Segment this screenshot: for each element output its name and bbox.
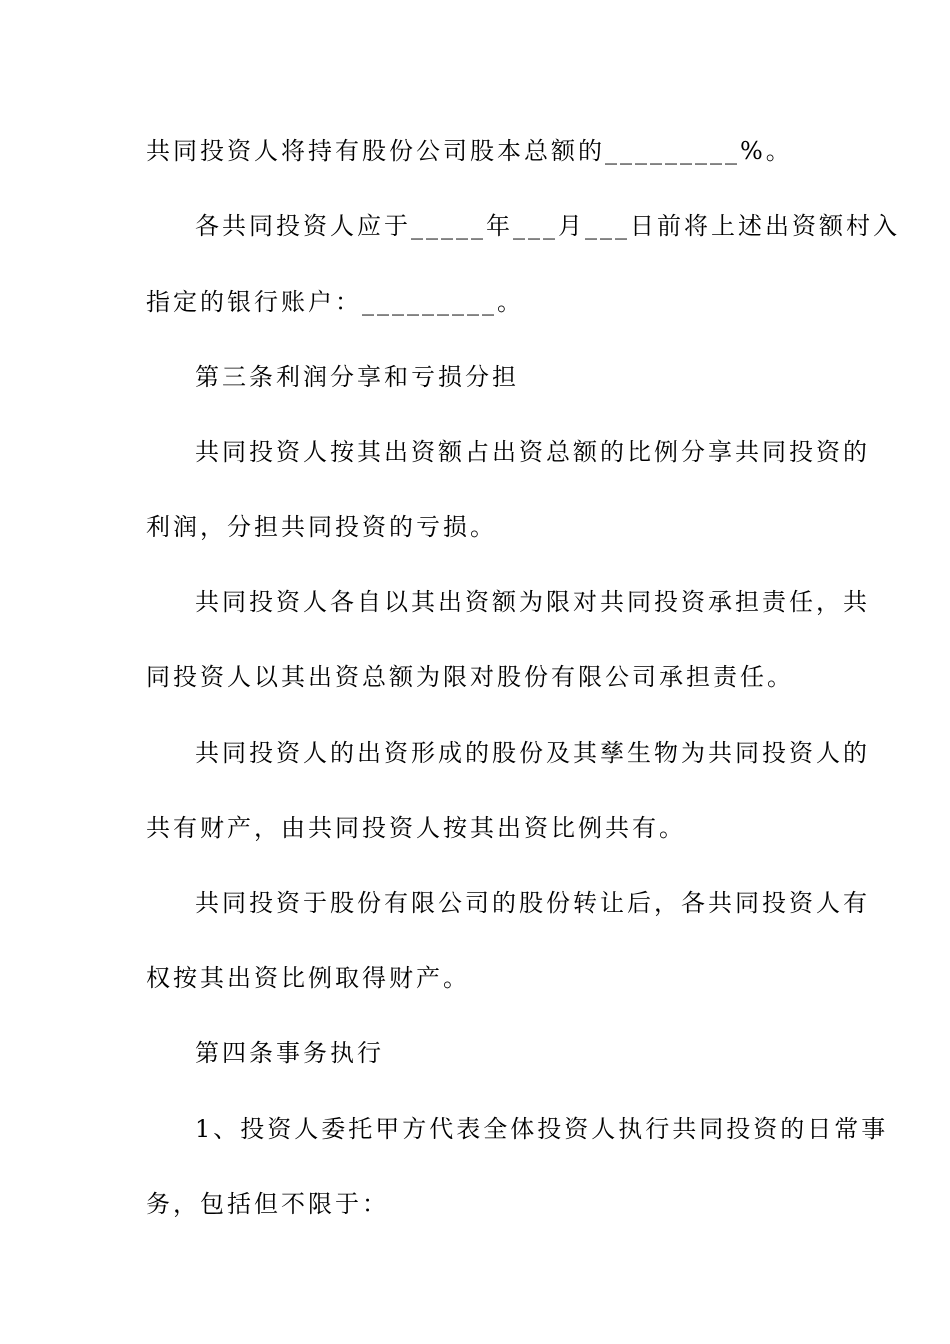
text-line-liability-cont: 同投资人以其出资总额为限对股份有限公司承担责任。	[146, 663, 794, 691]
text-line-shares-property: 共同投资人的出资形成的股份及其孳生物为共同投资人的	[195, 739, 870, 767]
article-4-heading: 第四条事务执行	[195, 1039, 384, 1067]
text-line-share-transfer-cont: 权按其出资比例取得财产。	[146, 964, 470, 992]
text-line-bank-account: 指定的银行账户：_________。	[146, 288, 524, 316]
text-line-profit-sharing: 共同投资人按其出资额占出资总额的比例分享共同投资的	[195, 438, 870, 466]
text-line-share-ratio: 共同投资人将持有股份公司股本总额的_________%。	[146, 137, 793, 165]
text-line-liability: 共同投资人各自以其出资额为限对共同投资承担责任，共	[195, 588, 870, 616]
article-3-heading: 第三条利润分享和亏损分担	[195, 363, 519, 391]
text-line-item-1: 1、投资人委托甲方代表全体投资人执行共同投资的日常事	[195, 1115, 889, 1143]
text-line-item-1-cont: 务，包括但不限于：	[146, 1190, 389, 1218]
text-line-share-transfer: 共同投资于股份有限公司的股份转让后，各共同投资人有	[195, 889, 870, 917]
text-line-shares-property-cont: 共有财产，由共同投资人按其出资比例共有。	[146, 814, 686, 842]
text-line-deposit-deadline: 各共同投资人应于_____年___月___日前将上述出资额村入	[195, 212, 900, 240]
text-line-loss-sharing: 利润，分担共同投资的亏损。	[146, 513, 497, 541]
